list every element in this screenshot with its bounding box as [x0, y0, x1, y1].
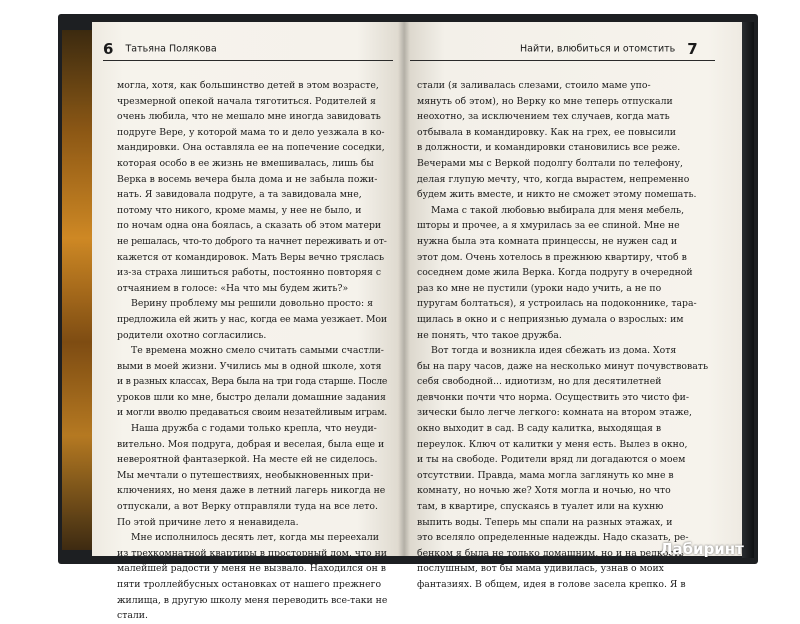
text-line: Вот тогда и возникла идея сбежать из дома. Хотя [431, 345, 677, 357]
text-line: Наша дружба с годами только крепла, что неуди- [131, 423, 377, 435]
right-page-number: 7 [687, 40, 698, 58]
text-line: пяти троллейбусных остановках от нашего прежнего [117, 579, 382, 590]
text-line: потому что никого, кроме мамы, у нее не было, и [117, 204, 362, 216]
text-line: невероятной фантазеркой. На месте ей не сиделось. [117, 454, 378, 466]
text-line: которая особо в ее жизнь не вмешивалась, лишь бы [117, 157, 374, 169]
text-line: ключениях, но меня даже в летний лагерь никогда не [117, 485, 386, 497]
text-line: девчонки почти что норма. Осуществить это чисто фи- [417, 391, 690, 403]
text-line: предложила ей жить у нас, когда ее мама уезжает. Мои [117, 313, 387, 325]
text-line: родители охотно согласились. [117, 329, 267, 341]
text-line: кажется от командировок. Мать Веры вечно тряслась [117, 251, 385, 263]
text-line: выпить воды. Теперь мы спали на разных этажах, и [417, 516, 673, 528]
left-page-number: 6 [103, 40, 114, 58]
text-line: очень любила, что не мешало мне иногда завидовать [117, 111, 381, 123]
text-line: отчаянием в голосе: «На что мы будем жить?» [117, 282, 349, 294]
text-line: не понять, что такое дружба. [417, 329, 562, 341]
text-line: стали. [117, 610, 148, 622]
text-line: отбывала в командировку. Как на грех, ее повысили [417, 126, 676, 138]
right-header-rule [410, 60, 715, 61]
text-line: в должности, и командировки становились все реже. [417, 142, 681, 154]
book-edge [742, 22, 754, 558]
text-line: не решалась, что-то доброго та начнет переживать и от- [117, 235, 387, 247]
text-line: Мы мечтали о путешествиях, необыкновенных при- [117, 469, 374, 481]
left-running-head [103, 40, 217, 58]
text-line: окно выходит в сад. В саду калитка, выходящая в [417, 423, 662, 435]
text-line: уроков шли ко мне, быстро делали домашние задания [117, 391, 386, 403]
labirint-watermark [660, 540, 744, 558]
book-gutter [398, 22, 410, 556]
text-line: и могли вволю предаваться своим незатейливым играм. [117, 407, 388, 419]
text-line: подруге Вере, у которой мама то и дело уезжала в ко- [117, 126, 385, 138]
text-line: жилища, в другую школу меня переводить все-таки не [117, 594, 388, 606]
text-line: из-за страха лишиться работы, постоянно повторяя с [117, 267, 382, 279]
text-line: себя свободной... идиотизм, но для десятилетней [417, 376, 662, 388]
text-line: послушным, вот бы мама удивилась, узнав о моих [417, 563, 664, 575]
text-line: нать. Я завидовала подруге, а та завидовала мне, [117, 189, 362, 201]
text-line: это вселяло определенные надежды. Надо сказать, ре- [417, 532, 689, 544]
text-line: нужна была эта комната принцессы, не нужен сад и [417, 235, 678, 247]
text-line: чрезмерной опекой начала тяготиться. Родителей я [117, 95, 376, 107]
text-line: этот дом. Очень хотелось в прежнюю квартиру, чтоб в [417, 251, 687, 263]
text-line: раз ко мне не пустили (уроки надо учить, а не по [417, 282, 662, 294]
text-line: там, в квартире, спускаясь в туалет или на кухню [417, 501, 664, 513]
left-header-rule [103, 60, 393, 61]
text-line: щилась в окно и с неприязнью думала о взрослых: им [417, 313, 684, 325]
text-line: переулок. Ключ от калитки у меня есть. Вылез в окно, [417, 438, 688, 450]
text-line: зически было легче легкого: комната на втором этаже, [417, 407, 692, 419]
text-line: комнату, но ночью же? Хотя могла и ночью, но что [417, 485, 671, 497]
text-line: делая глупую мечту, что, когда вырастем, непременно [417, 173, 690, 185]
text-line: отсутствии. Правда, мама могла заглянуть ко мне в [417, 469, 674, 481]
text-line: вительно. Моя подруга, добрая и веселая, была еще и [117, 438, 385, 450]
left-page-text [117, 78, 387, 624]
text-line: Мне исполнилось десять лет, когда мы переехали [131, 532, 379, 544]
text-line: фантазиях. В общем, идея в голове засела крепко. Я в [417, 579, 686, 590]
text-line: и в разных классах, Вера была на три года старше. После [117, 376, 388, 388]
text-line: малейшей радости у меня не вызвало. Находился он в [117, 563, 387, 575]
text-line: стали (я заливалась слезами, стоило маме упо- [417, 80, 651, 91]
text-line: По этой причине лето я ненавидела. [117, 516, 299, 528]
text-line: Верка в восемь вечера была дома и не забыла пожи- [117, 173, 378, 185]
text-line: Вечерами мы с Веркой подолгу болтали по телефону, [417, 157, 683, 169]
text-line: мянуть об этом), но Верку ко мне теперь отпускали [417, 95, 673, 107]
text-line: Мама с такой любовью выбирала для меня мебель, [431, 204, 685, 216]
text-line: Верину проблему мы решили довольно просто: я [131, 298, 373, 310]
text-line: будем жить вместе, и никто не сможет этому помешать. [417, 189, 697, 201]
text-line: бы на пару часов, даже на несколько минут почувствовать [417, 360, 709, 372]
text-line: отпускали, а вот Верку отправляли туда на все лето. [117, 501, 378, 513]
right-running-head [520, 40, 698, 58]
text-line: по ночам одна она боялась, а сказать об этом матери [117, 220, 382, 232]
text-line: выми в моей жизни. Учились мы в одной школе, хотя [117, 360, 382, 372]
right-book-title: Найти, влюбиться и отомстить [520, 43, 676, 55]
text-line: из трехкомнатной квартиры в просторный дом, что ни [117, 547, 387, 559]
text-line: пуругам болтаться), я устроилась на подоконнике, тара- [417, 298, 697, 310]
text-line: соседнем доме жила Верка. Когда подругу в очередной [417, 267, 693, 279]
watermark-text: Лабиринт [660, 540, 744, 558]
left-author-name: Татьяна Полякова [125, 43, 217, 55]
right-page-text [417, 78, 709, 593]
text-line: и ты на свободе. Родители вряд ли догадаются о моем [417, 454, 686, 466]
text-line: Те времена можно смело считать самыми счастли- [131, 345, 384, 357]
text-line: неохотно, за исключением тех случаев, когда мать [417, 111, 670, 123]
text-line: шторы и прочее, а я хмурилась за ее спиной. Мне не [417, 220, 680, 232]
text-line: могла, хотя, как большинство детей в этом возрасте, [117, 80, 379, 91]
text-line: мандировки. Она оставляла ее на попечение соседки, [117, 142, 385, 154]
text-line: бенком я была не только домашним, но и на редкость [417, 547, 684, 559]
